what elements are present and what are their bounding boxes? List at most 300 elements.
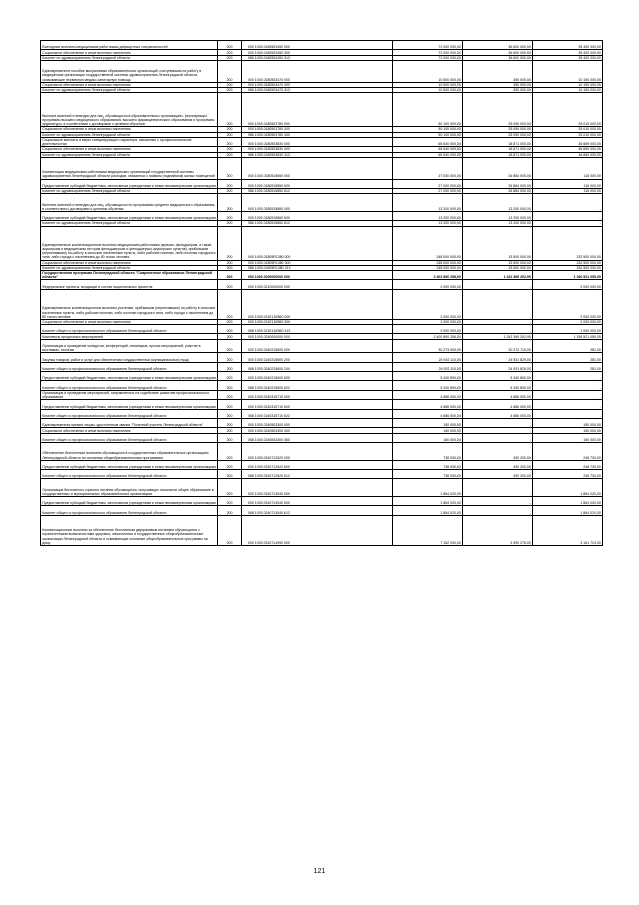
row-remainder: - — [533, 409, 603, 418]
row-total: 1 864 020,00 — [393, 497, 463, 506]
row-total: 10 500 000,00 — [393, 87, 463, 92]
table-row — [41, 479, 603, 497]
row-total: 1 864 020,00 — [393, 479, 463, 497]
row-total: 72 000 000,00 — [393, 50, 463, 55]
row-name: Предоставление субсидий бюджетным, автономным учреждениям и иным некоммерческим организациям — [41, 400, 218, 409]
row-remainder: 46 669 000,00 — [533, 147, 603, 152]
row-spent: 15 500 000,00 — [463, 265, 533, 270]
row-code: 200 — [218, 409, 242, 418]
row-total: 10 500 000,00 — [393, 82, 463, 87]
row-name: Комитет общего и профессионального образования Ленинградской области — [41, 409, 218, 418]
table-row — [41, 325, 603, 334]
row-total: 27 000 000,00 — [393, 179, 463, 188]
row-total: 2 000 000,00 — [393, 280, 463, 289]
row-spent: 492 200,00 — [463, 460, 533, 469]
row-code: 200 — [218, 87, 242, 92]
row-name: Комитет по здравоохранению Ленинградской области — [41, 265, 218, 270]
row-name: Социальное обеспечение и иные выплаты населению — [41, 127, 218, 132]
row-total: 72 000 000,00 — [393, 41, 463, 50]
row-remainder: 232 500 000,00 — [533, 226, 603, 260]
row-classification: 068 1003 021E152560 313 — [242, 325, 393, 334]
table-row — [41, 506, 603, 515]
row-spent: 24 931 829,00 — [463, 362, 533, 371]
row-classification: 000 1003 0180503830 300 — [242, 147, 393, 152]
row-name: Компенсация медицинским работникам медицинских организаций государственной системы здравоохранения Ленинградской области расходов, связанных с наймом (поднаймом) жилых помещений — [41, 157, 218, 179]
row-classification: 000 1003 021E152560 300 — [242, 319, 393, 324]
row-remainder: - — [533, 381, 603, 390]
row-total: 13 200 000,00 — [393, 194, 463, 212]
row-code: 200 — [218, 157, 242, 179]
table-row — [41, 137, 603, 146]
row-spent: 26 884 000,00 — [463, 157, 533, 179]
row-classification: 068 1003 0240315710 622 — [242, 409, 393, 418]
row-remainder: 246 730,00 — [533, 460, 603, 469]
row-code: 200 — [218, 226, 242, 260]
row-remainder: - — [533, 194, 603, 212]
row-total: 248 000 000,00 — [393, 260, 463, 265]
row-total: 13 200 000,00 — [393, 221, 463, 226]
row-total: 1 864 020,00 — [393, 506, 463, 515]
row-name: Обеспечение бесплатным питанием обучающихся в государственных образовательных организациях Ленинградской области по основным общеобразовательным программам — [41, 443, 218, 461]
row-name: Социальное обеспечение и иные выплаты населению — [41, 82, 218, 87]
row-total: 72 000 000,00 — [393, 55, 463, 60]
row-spent: - — [463, 506, 533, 515]
row-code: 200 — [218, 479, 242, 497]
row-name: Выплата именной стипендии для лиц, обучающихся по программам среднего медицинского образования, в соответствии с договорами о целевом обучении — [41, 194, 218, 212]
row-spent: 3 990 276,00 — [463, 515, 533, 545]
row-classification: 000 1003 0180515860 000 — [242, 194, 393, 212]
row-code: 200 — [218, 152, 242, 157]
row-code: 200 — [218, 265, 242, 270]
row-classification: 000 1003 0240000000 000 — [242, 334, 393, 339]
row-code: 200 — [218, 362, 242, 371]
row-spent: 25 090 000,00 — [463, 132, 533, 137]
row-classification: 000 1003 0240315710 600 — [242, 400, 393, 409]
row-total: 50 100 000,00 — [393, 132, 463, 137]
row-remainder: 46 669 000,00 — [533, 152, 603, 157]
row-classification: 000 1003 0240714990 000 — [242, 515, 393, 545]
table-row — [41, 418, 603, 427]
row-total: 2 000 000,00 — [393, 325, 463, 334]
row-name: Федеральные проекты, входящие в состав национальных проектов — [41, 280, 218, 289]
row-name: Комитет по здравоохранению Ленинградской области — [41, 55, 218, 60]
table-row — [41, 497, 603, 506]
table-row — [41, 60, 603, 82]
row-classification: 000 1003 0180503780 000 — [242, 93, 393, 127]
row-classification: 000 1003 0180503450 300 — [242, 50, 393, 55]
row-classification: 986 1003 0180515860 612 — [242, 221, 393, 226]
row-spent: 350 000,00 — [463, 60, 533, 82]
row-classification: 000 1003 0240215600 000 — [242, 339, 393, 353]
row-classification: 000 1003 01805R1380 300 — [242, 260, 393, 265]
row-spent: 26 884 000,00 — [463, 188, 533, 193]
row-code: 200 — [218, 381, 242, 390]
row-classification: 000 1003 0240712620 000 — [242, 443, 393, 461]
row-remainder: 25 010 000,00 — [533, 127, 603, 132]
row-spent: - — [463, 497, 533, 506]
row-spent: - — [463, 319, 533, 324]
row-spent: 492 200,00 — [463, 443, 533, 461]
row-name: Единовременное пособие выпускникам образовательных организаций, поступившим на работу в медицинские организации государственной системы здравоохранения Ленинградской области, оказывающие первичную медико-санитарную помощь — [41, 60, 218, 82]
row-spent: 30 272 719,00 — [463, 339, 533, 353]
table-row — [41, 157, 603, 179]
row-spent: 15 500 000,00 — [463, 260, 533, 265]
row-name: Социальное обеспечение и иные выплаты населению — [41, 428, 218, 433]
row-code: 200 — [218, 443, 242, 461]
row-remainder: 281,00 — [533, 362, 603, 371]
row-spent: 13 200 000,00 — [463, 211, 533, 220]
row-total: 4 686 000,00 — [393, 409, 463, 418]
row-code: 200 — [218, 55, 242, 60]
row-code: 200 — [218, 271, 242, 280]
row-code: 200 — [218, 353, 242, 362]
row-total: 30 273 000,00 — [393, 339, 463, 353]
row-name: Компенсационные выплаты за обеспечение бесплатным двухразовым питанием обучающихся с ограниченными возможностями здоровья, зачисленных в государственные общеобразовательные организации Ленинградской области и осваивающих основные общеобразовательные программы на дому — [41, 515, 218, 545]
row-spent: 15 500 000,00 — [463, 226, 533, 260]
row-total: 7 152 000,00 — [393, 515, 463, 545]
row-total: 248 000 000,00 — [393, 265, 463, 270]
row-spent: 13 200 000,00 — [463, 221, 533, 226]
row-classification: 000 1003 0240215600 600 — [242, 372, 393, 381]
table-row — [41, 226, 603, 260]
row-total: 24 932 110,00 — [393, 362, 463, 371]
row-remainder: - — [533, 390, 603, 399]
row-remainder: 246 730,00 — [533, 470, 603, 479]
row-spent: 18 871 000,00 — [463, 147, 533, 152]
row-spent: 4 686 000,00 — [463, 400, 533, 409]
row-name: Организация и проведение конкурсов, конференций, семинаров, прочих мероприятий, участие в выставках, салонах — [41, 339, 218, 353]
page-number: 121 — [313, 868, 326, 875]
row-spent: - — [463, 433, 533, 442]
row-total: 2 000 000,00 — [393, 319, 463, 324]
row-classification: 000 1003 0180515850 000 — [242, 157, 393, 179]
row-total: 5 340 890,00 — [393, 372, 463, 381]
row-total: 50 100 000,00 — [393, 127, 463, 132]
row-code: 200 — [218, 470, 242, 479]
row-name: Комитет общего и профессионального образования Ленинградской области — [41, 470, 218, 479]
table-row — [41, 400, 603, 409]
budget-table — [40, 40, 603, 546]
row-spent: 26 884 000,00 — [463, 179, 533, 188]
row-total: 738 930,00 — [393, 470, 463, 479]
row-name: Единовременные компенсационные выплаты медицинским работникам (врачам, фельдшерам, а также акушеркам и медицинским сестрам фельдшерских и фельдшерско-акушерских пунктов), прибывшим (переехавшим) на работу в сельские населенные пункты, либо рабочие поселки, либо поселки городского типа, либо города с населением до 50 тысяч человек — [41, 226, 218, 260]
table-row — [41, 194, 603, 212]
row-classification: 000 1003 0240315710 000 — [242, 390, 393, 399]
row-classification: 986 1003 0180503470 313 — [242, 87, 393, 92]
row-remainder: 10 150 000,00 — [533, 60, 603, 82]
row-name: Комитет по здравоохранению Ленинградской области — [41, 221, 218, 226]
row-spent: 13 200 000,00 — [463, 194, 533, 212]
row-spent: 4 686 000,00 — [463, 390, 533, 399]
row-code: 200 — [218, 428, 242, 433]
row-code: 200 — [218, 60, 242, 82]
row-name: Социальные выплаты и меры стимулирующего характера, связанные с профессиональной деятельностью — [41, 137, 218, 146]
row-total: 4 686 000,00 — [393, 390, 463, 399]
row-name: Выплата именной стипендии для лиц, обучающихся в образовательных организациях, реализующих программы высшего медицинского образования, высшего фармацевтического образования и программы ординатуры, в соответствии с договорами о целевом обучении — [41, 93, 218, 127]
row-spent: 36 600 000,00 — [463, 41, 533, 50]
row-code: 200 — [218, 497, 242, 506]
row-spent: 350 000,00 — [463, 82, 533, 87]
row-total: 150 000,00 — [393, 433, 463, 442]
row-name: Предоставление субсидий бюджетным, автономным учреждениям и иным некоммерческим организациям — [41, 211, 218, 220]
row-name: Предоставление субсидий бюджетным, автономным учреждениям и иным некоммерческим организациям — [41, 497, 218, 506]
row-code: 200 — [218, 325, 242, 334]
row-remainder: - — [533, 211, 603, 220]
row-spent: 1 242 369 202,95 — [463, 271, 533, 280]
row-code: 200 — [218, 41, 242, 50]
row-code: 200 — [218, 339, 242, 353]
table-row — [41, 339, 603, 353]
row-spent: - — [463, 280, 533, 289]
row-remainder: 1 160 521 055,05 — [533, 271, 603, 280]
row-classification: 000 1003 0180503830 000 — [242, 137, 393, 146]
row-code: 200 — [218, 433, 242, 442]
row-remainder: 232 500 000,00 — [533, 265, 603, 270]
row-classification: 000 1003 0240712620 600 — [242, 460, 393, 469]
row-name: Комитет общего и профессионального образования Ленинградской области — [41, 325, 218, 334]
row-total: 24 932 110,00 — [393, 353, 463, 362]
row-name: Социальное обеспечение и иные выплаты населению — [41, 260, 218, 265]
row-spent: 492 200,00 — [463, 470, 533, 479]
row-code: 200 — [218, 194, 242, 212]
row-spent: - — [463, 418, 533, 427]
row-spent: - — [463, 325, 533, 334]
row-code: 200 — [218, 50, 242, 55]
table-row — [41, 353, 603, 362]
row-spent: 25 090 000,00 — [463, 127, 533, 132]
row-spent: 24 931 829,00 — [463, 353, 533, 362]
row-name: Единовременная премия лицам, удостоенным звания "Почетный учитель Ленинградской области" — [41, 418, 218, 427]
table-row — [41, 211, 603, 220]
table-row — [41, 433, 603, 442]
row-code: 200 — [218, 132, 242, 137]
row-spent: 5 340 890,00 — [463, 372, 533, 381]
row-remainder: 116 000,00 — [533, 157, 603, 179]
row-classification: 000 1003 0180503470 000 — [242, 60, 393, 82]
row-remainder: 10 150 000,00 — [533, 87, 603, 92]
row-classification: 000 1003 0210000000 000 — [242, 280, 393, 289]
row-classification: 000 1003 0240713040 000 — [242, 479, 393, 497]
table-row — [41, 470, 603, 479]
row-classification: 000 1003 0240503300 000 — [242, 418, 393, 427]
row-spent: - — [463, 428, 533, 433]
table-row — [41, 93, 603, 127]
table-row — [41, 390, 603, 399]
row-classification: 000 1003 0180515860 600 — [242, 211, 393, 220]
row-classification: 000 1003 01805R1380 000 — [242, 226, 393, 260]
table-row — [41, 409, 603, 418]
row-name: Комитет общего и профессионального образования Ленинградской области — [41, 433, 218, 442]
row-classification: 000 1003 0180515850 600 — [242, 179, 393, 188]
row-remainder: 2 000 000,00 — [533, 289, 603, 319]
row-code: 200 — [218, 334, 242, 339]
row-code: 200 — [218, 372, 242, 381]
row-name: Ежегодные выплаты медицинским работникам дефицитных специальностей — [41, 41, 218, 50]
row-code: 200 — [218, 147, 242, 152]
row-name: Социальное обеспечение и иные выплаты населению — [41, 147, 218, 152]
row-name: Комитет по здравоохранению Ленинградской области — [41, 188, 218, 193]
row-remainder: - — [533, 400, 603, 409]
row-name: Комплексы процессных мероприятий — [41, 334, 218, 339]
row-classification: 000 1003 0240503300 300 — [242, 428, 393, 433]
row-remainder: 116 000,00 — [533, 188, 603, 193]
row-remainder: 281,00 — [533, 353, 603, 362]
row-code: 200 — [218, 179, 242, 188]
row-code: 200 — [218, 221, 242, 226]
row-remainder: - — [533, 221, 603, 226]
row-code: 200 — [218, 460, 242, 469]
row-classification: 000 1003 021E152560 000 — [242, 289, 393, 319]
row-classification: 000 1003 0180503780 300 — [242, 127, 393, 132]
row-remainder: 35 400 000,00 — [533, 55, 603, 60]
row-name: Закупка товаров, работ и услуг для обеспечения государственных (муниципальных) нужд — [41, 353, 218, 362]
row-name: Комитет общего и профессионального образования Ленинградской области — [41, 362, 218, 371]
table-row — [41, 443, 603, 461]
row-classification: 986 1003 01805R1380 313 — [242, 265, 393, 270]
row-remainder: 150 000,00 — [533, 433, 603, 442]
row-remainder: 2 000 000,00 — [533, 319, 603, 324]
row-remainder: 2 000 000,00 — [533, 325, 603, 334]
row-code: 200 — [218, 137, 242, 146]
row-classification: 986 1003 0180503450 313 — [242, 55, 393, 60]
row-classification: 000 1003 0180503450 000 — [242, 41, 393, 50]
row-remainder: 46 669 000,00 — [533, 137, 603, 146]
row-total: 27 000 000,00 — [393, 157, 463, 179]
table-row — [41, 362, 603, 371]
row-remainder: 232 500 000,00 — [533, 260, 603, 265]
table-row — [41, 289, 603, 319]
row-name: Предоставление субсидий бюджетным, автономным учреждениям и иным некоммерческим организациям — [41, 179, 218, 188]
table-row — [41, 179, 603, 188]
row-code: 200 — [218, 127, 242, 132]
row-name: Комитет общего и профессионального образования Ленинградской области — [41, 506, 218, 515]
row-code: 200 — [218, 188, 242, 193]
row-name: Организация бесплатного горячего питания обучающихся, получающих начальное общее образование в государственных и муниципальных образовательных организациях — [41, 479, 218, 497]
row-classification: 000 1003 0200000000 000 — [242, 271, 393, 280]
row-name: Комитет по здравоохранению Ленинградской области — [41, 132, 218, 137]
table-row — [41, 381, 603, 390]
row-remainder: 150 000,00 — [533, 418, 603, 427]
row-code: 200 — [218, 82, 242, 87]
row-name: Предоставление субсидий бюджетным, автономным учреждениям и иным некоммерческим организациям — [41, 460, 218, 469]
row-total: 5 340 890,00 — [393, 381, 463, 390]
row-spent: - — [463, 479, 533, 497]
row-remainder: 246 730,00 — [533, 443, 603, 461]
row-total: 10 500 000,00 — [393, 60, 463, 82]
row-spent: 36 600 000,00 — [463, 55, 533, 60]
table-row — [41, 460, 603, 469]
row-spent: 18 871 000,00 — [463, 152, 533, 157]
row-classification: 068 1003 0240215600 244 — [242, 362, 393, 371]
row-classification: 986 1003 0180515850 612 — [242, 188, 393, 193]
row-remainder: 150 000,00 — [533, 428, 603, 433]
row-total: 65 540 000,00 — [393, 137, 463, 146]
row-remainder: 1 864 020,00 — [533, 506, 603, 515]
row-total: 2 000 000,00 — [393, 289, 463, 319]
row-spent: - — [463, 289, 533, 319]
row-spent: 18 871 000,00 — [463, 137, 533, 146]
row-spent: 350 000,00 — [463, 87, 533, 92]
table-row — [41, 280, 603, 289]
row-total: 2 402 890 258,00 — [393, 271, 463, 280]
table-row — [41, 515, 603, 545]
row-total: 50 100 000,00 — [393, 93, 463, 127]
row-name: Комитет по здравоохранению Ленинградской области — [41, 152, 218, 157]
row-code: 200 — [218, 289, 242, 319]
table-row — [41, 41, 603, 50]
row-name: Социальное обеспечение и иные выплаты населению — [41, 319, 218, 324]
row-spent: 5 340 890,00 — [463, 381, 533, 390]
row-classification: 068 1003 0240713040 612 — [242, 506, 393, 515]
row-name: Предоставление субсидий бюджетным, автономным учреждениям и иным некоммерческим организациям — [41, 372, 218, 381]
row-total: 65 540 000,00 — [393, 147, 463, 152]
row-total: 150 000,00 — [393, 418, 463, 427]
row-total: 27 000 000,00 — [393, 188, 463, 193]
row-code: 200 — [218, 260, 242, 265]
row-remainder: 116 000,00 — [533, 179, 603, 188]
row-total: 248 000 000,00 — [393, 226, 463, 260]
row-total: 65 540 000,00 — [393, 152, 463, 157]
table-row — [41, 372, 603, 381]
row-code: 200 — [218, 280, 242, 289]
row-code: 200 — [218, 93, 242, 127]
row-code: 200 — [218, 418, 242, 427]
row-code: 200 — [218, 319, 242, 324]
row-classification: 986 1003 0180503780 340 — [242, 132, 393, 137]
row-name: Единовременные компенсационные выплаты учителям, прибывшим (переехавшим) на работу в сельские населенные пункты, либо рабочие поселки, либо поселки городского типа, либо города с населением до 50 тысяч человек — [41, 289, 218, 319]
table-row — [41, 271, 603, 280]
row-total: 738 930,00 — [393, 443, 463, 461]
row-code: 200 — [218, 211, 242, 220]
row-classification: 068 1003 0240215600 622 — [242, 381, 393, 390]
row-classification: 000 1003 0240713040 600 — [242, 497, 393, 506]
row-classification: 986 1003 0180503830 313 — [242, 152, 393, 157]
row-classification: 068 1003 0240503300 360 — [242, 433, 393, 442]
row-code: 200 — [218, 515, 242, 545]
row-spent: 1 242 369 202,95 — [463, 334, 533, 339]
row-name: Комитет по здравоохранению Ленинградской области — [41, 87, 218, 92]
row-remainder: 25 010 000,00 — [533, 132, 603, 137]
row-name: Социальное обеспечение и иные выплаты населению — [41, 50, 218, 55]
row-total: 13 200 000,00 — [393, 211, 463, 220]
row-remainder: - — [533, 372, 603, 381]
row-name: Организация и проведение мероприятий, направленных на содействие развитию профессионального образования — [41, 390, 218, 399]
row-remainder: 25 010 000,00 — [533, 93, 603, 127]
row-remainder: 281,00 — [533, 339, 603, 353]
row-remainder: 1 864 020,00 — [533, 479, 603, 497]
row-spent: 36 600 000,00 — [463, 50, 533, 55]
row-spent: 4 686 000,00 — [463, 409, 533, 418]
row-code: 200 — [218, 506, 242, 515]
row-classification: 000 1003 0240215600 200 — [242, 353, 393, 362]
row-total: 150 000,00 — [393, 428, 463, 433]
row-remainder: 1 158 521 055,05 — [533, 334, 603, 339]
row-remainder: 3 161 724,00 — [533, 515, 603, 545]
row-remainder: 35 400 000,00 — [533, 41, 603, 50]
budget-table-body — [41, 41, 603, 546]
row-remainder: 2 000 000,00 — [533, 280, 603, 289]
row-name: Комитет общего и профессионального образования Ленинградской области — [41, 381, 218, 390]
row-name: Государственная программа Ленинградской области "Современное образование Ленинградской области" — [41, 271, 218, 280]
row-code: 200 — [218, 400, 242, 409]
row-spent: 25 090 000,00 — [463, 93, 533, 127]
row-remainder: 1 864 020,00 — [533, 497, 603, 506]
row-classification: 068 1003 0240712620 612 — [242, 470, 393, 479]
row-code: 200 — [218, 390, 242, 399]
row-classification: 000 1003 0180503470 300 — [242, 82, 393, 87]
row-remainder: 10 150 000,00 — [533, 82, 603, 87]
row-remainder: 35 400 000,00 — [533, 50, 603, 55]
